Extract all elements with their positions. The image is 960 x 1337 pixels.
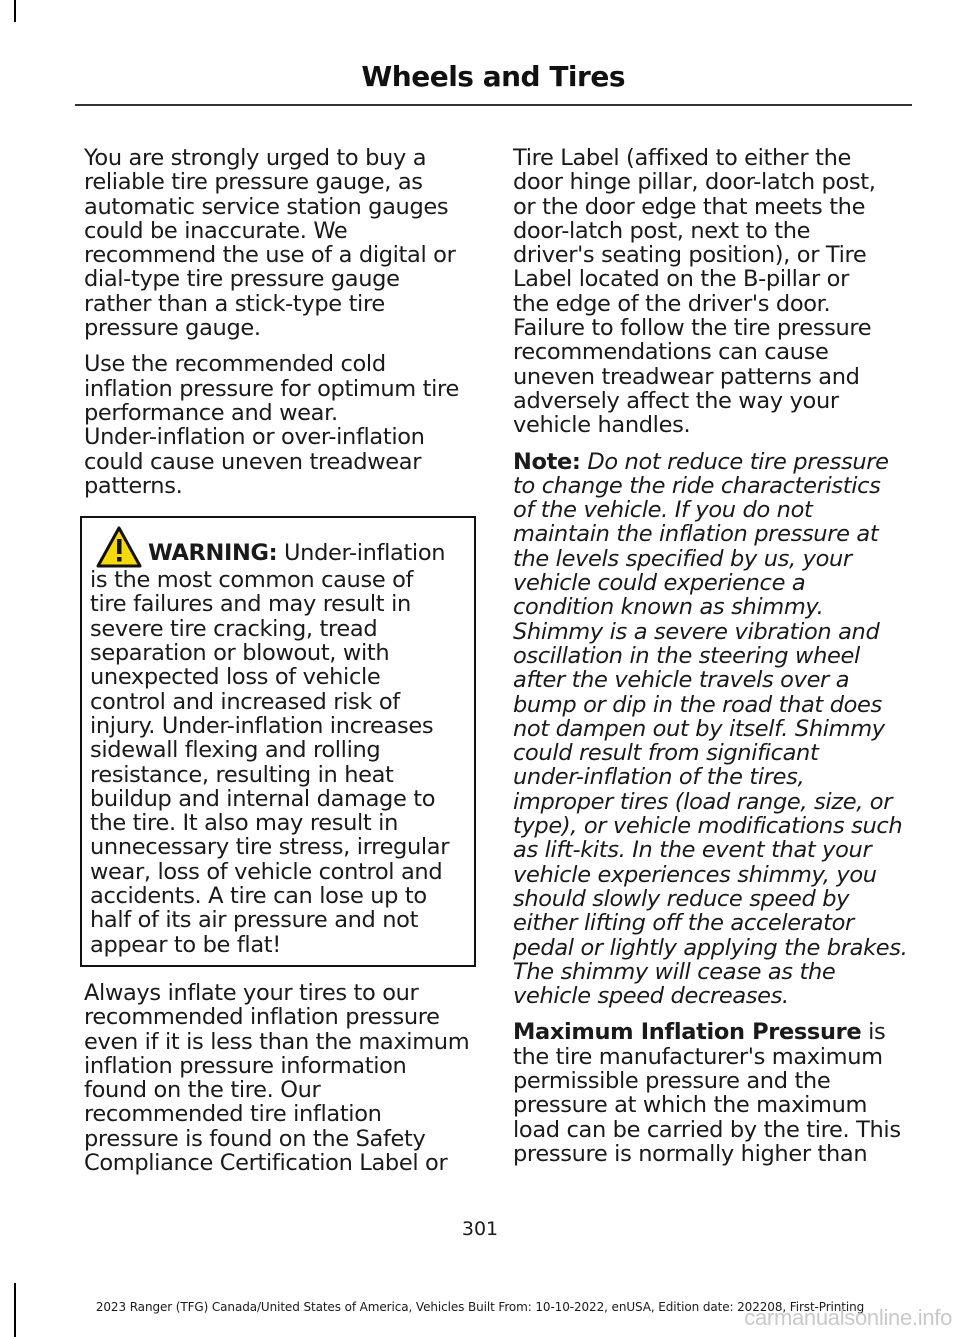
crop-mark-top-left [14, 0, 16, 22]
page-number: 301 [461, 1218, 499, 1240]
footer-edition-info: 2023 Ranger (TFG) Canada/United States of America, Vehicles Built From: 10-10-2022, enUSA, Edition date: 202208, First-Printing [95, 1300, 865, 1314]
paragraph-cold-inflation: Use the recommended cold inflation pressure for optimum tire performance and wear. Under-inflation or over-inflation could cause uneven treadwear patterns. [84, 351, 459, 499]
note-label: Note: [513, 448, 581, 475]
left-column [84, 146, 484, 1187]
max-inflation-label: Maximum Inflation Pressure [513, 1019, 862, 1046]
warning-text: Under-inflation is the most common cause of tire failures and may result in severe tire cracking, tread separation or blowout, with unexpected loss of vehicle control and increased risk of injury. Under-inflation increases sidewall flexing and rolling resistance, resulting in heat buildup and internal damage to the tire. It also may result in unnecessary tire stress, irregular wear, loss of vehicle control and accidents. A tire can lose up to half of its air pressure and not appear to be flat! [90, 540, 450, 958]
page-title: Wheels and Tires [361, 60, 625, 93]
warning-box [80, 516, 476, 967]
warning-triangle-icon [96, 526, 142, 568]
note-text: Do not reduce tire pressure to change the ride characteristics of the vehicle. If you do not maintain the inflation pressure at the levels specified by us, your vehicle could experience a condition known as shimmy. Shimmy is a severe vibration and oscillation in the steering wheel after the vehicle travels over a bump or dip in the road that does not dampen out by itself. Shimmy could result from significant under-inflation of the tires, improper tires (load range, size, or type), or vehicle modifications such as lift-kits. In the event that your vehicle experiences shimmy, you should slowly reduce speed by either lifting off the accelerator pedal or lightly applying the brakes. The shimmy will cease as the vehicle speed decreases. [513, 448, 908, 1010]
paragraph-gauge: You are strongly urged to buy a reliable tire pressure gauge, as automatic service station gauges could be inaccurate. We recommend the use of a digital or dial-type tire pressure gauge rather than a stick-type tire pressure gauge. [84, 145, 456, 342]
watermark: carmanualsonline.info [744, 1305, 952, 1330]
warning-label: WARNING: [148, 540, 278, 567]
paragraph-tire-label: Tire Label (affixed to either the door hinge pillar, door-latch post, or the door edge that meets the door-latch post, next to the driver's seating position), or Tire Label located on the B-pillar or the edge of the driver's door. Failure to follow the tire pressure recommendations can cause uneven treadwear patterns and adversely affect the way your vehicle handles. [513, 145, 876, 439]
paragraph-max-inflation [513, 1020, 913, 1166]
header-divider [75, 104, 912, 106]
right-column [513, 146, 913, 1178]
paragraph-note [513, 450, 913, 1009]
paragraph-always-inflate: Always inflate your tires to our recommended inflation pressure even if it is less than the maximum inflation pressure information found on the tire. Our recommended tire inflation pressure is found on the Safety Compliance Certification Label or [84, 979, 470, 1176]
max-inflation-text: is the tire manufacturer's maximum permissible pressure and the pressure at which the maximum load can be carried by the tire. This pressure is normally higher than [513, 1019, 901, 1167]
